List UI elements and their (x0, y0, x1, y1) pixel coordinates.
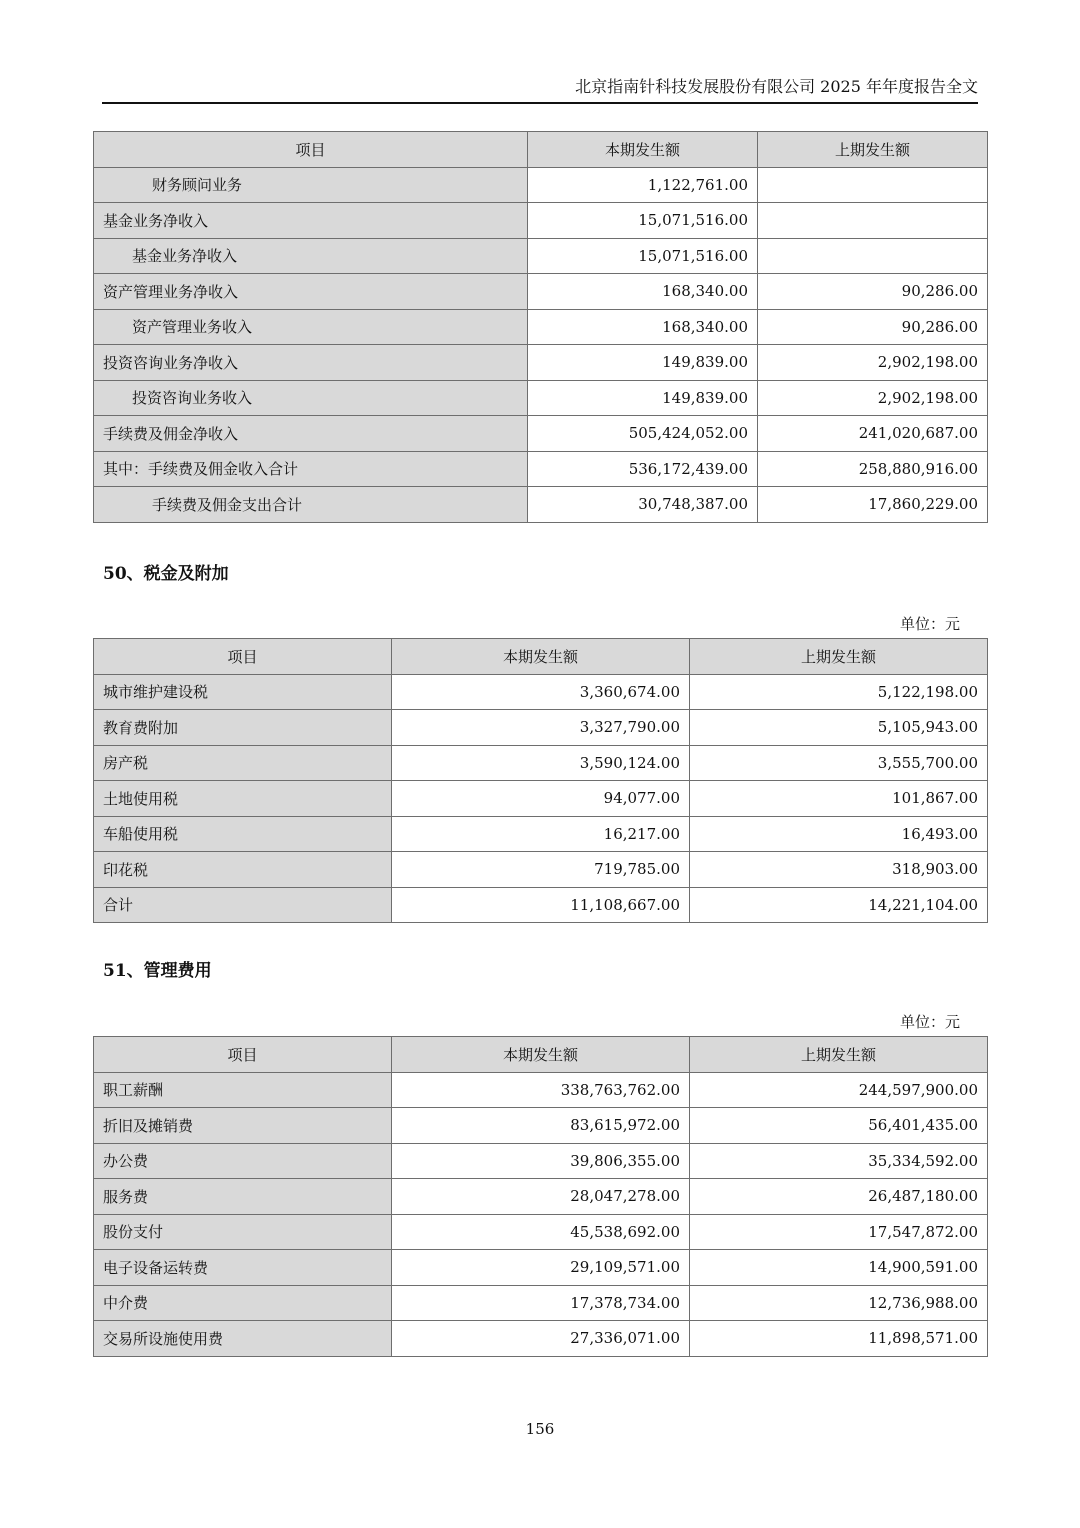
row-current: 149,839.00 (528, 345, 758, 381)
row-current: 1,122,761.00 (528, 167, 758, 203)
row-current: 39,806,355.00 (392, 1143, 690, 1179)
row-previous: 5,105,943.00 (690, 710, 988, 746)
row-current: 83,615,972.00 (392, 1108, 690, 1144)
table-row-total (94, 887, 988, 923)
row-previous: 90,286.00 (758, 309, 988, 345)
row-previous (758, 238, 988, 274)
row-item: 教育费附加 (94, 710, 392, 746)
table-row (94, 345, 988, 381)
column-header-current: 本期发生额 (392, 639, 690, 675)
table-row (94, 167, 988, 203)
row-previous: 17,860,229.00 (758, 487, 988, 523)
page-number: 156 (525, 1420, 555, 1438)
report-header-title: 北京指南针科技发展股份有限公司 2025 年年度报告全文 (575, 77, 978, 96)
row-item: 基金业务净收入 (94, 203, 528, 239)
table-row (94, 1285, 988, 1321)
row-previous: 2,902,198.00 (758, 380, 988, 416)
table-header-row (94, 1037, 988, 1073)
table-row (94, 1214, 988, 1250)
column-header-item: 项目 (94, 639, 392, 675)
row-previous: 14,900,591.00 (690, 1250, 988, 1286)
row-current: 3,590,124.00 (392, 745, 690, 781)
table-row (94, 1143, 988, 1179)
table-row (94, 203, 988, 239)
row-previous (758, 203, 988, 239)
table-row (94, 1108, 988, 1144)
admin-expenses-table (93, 1036, 988, 1357)
row-current: 94,077.00 (392, 781, 690, 817)
row-previous: 101,867.00 (690, 781, 988, 817)
row-previous (758, 167, 988, 203)
row-previous: 5,122,198.00 (690, 674, 988, 710)
column-header-previous: 上期发生额 (758, 132, 988, 168)
row-current: 29,109,571.00 (392, 1250, 690, 1286)
unit-label: 单位：元 (899, 1013, 960, 1031)
row-item: 土地使用税 (94, 781, 392, 817)
table-row (94, 451, 988, 487)
row-previous: 17,547,872.00 (690, 1214, 988, 1250)
row-previous: 2,902,198.00 (758, 345, 988, 381)
table-row (94, 710, 988, 746)
column-header-previous: 上期发生额 (690, 1037, 988, 1073)
row-current: 15,071,516.00 (528, 238, 758, 274)
row-current: 17,378,734.00 (392, 1285, 690, 1321)
section-title-admin-expenses: 51、管理费用 (103, 961, 212, 981)
table-row (94, 1072, 988, 1108)
row-previous: 35,334,592.00 (690, 1143, 988, 1179)
table-row (94, 309, 988, 345)
row-item: 折旧及摊销费 (94, 1108, 392, 1144)
row-previous: 90,286.00 (758, 274, 988, 310)
table-row (94, 674, 988, 710)
row-item: 服务费 (94, 1179, 392, 1215)
row-current: 3,327,790.00 (392, 710, 690, 746)
row-current: 11,108,667.00 (392, 887, 690, 923)
section-title-taxes: 50、税金及附加 (103, 564, 229, 584)
row-item: 办公费 (94, 1143, 392, 1179)
row-item: 中介费 (94, 1285, 392, 1321)
table-row (94, 1250, 988, 1286)
row-current: 505,424,052.00 (528, 416, 758, 452)
table-row (94, 274, 988, 310)
row-item: 电子设备运转费 (94, 1250, 392, 1286)
taxes-surcharges-table (93, 638, 988, 923)
row-item: 合计 (94, 887, 392, 923)
table-row (94, 852, 988, 888)
column-header-current: 本期发生额 (392, 1037, 690, 1073)
table-header-row (94, 639, 988, 675)
row-item: 职工薪酬 (94, 1072, 392, 1108)
column-header-current: 本期发生额 (528, 132, 758, 168)
row-previous: 244,597,900.00 (690, 1072, 988, 1108)
row-item: 资产管理业务收入 (94, 309, 528, 345)
row-item: 城市维护建设税 (94, 674, 392, 710)
row-current: 27,336,071.00 (392, 1321, 690, 1357)
row-current: 30,748,387.00 (528, 487, 758, 523)
row-item: 手续费及佣金净收入 (94, 416, 528, 452)
table-row (94, 781, 988, 817)
table-row (94, 416, 988, 452)
table-row (94, 816, 988, 852)
table-row (94, 1321, 988, 1357)
row-item: 手续费及佣金支出合计 (94, 487, 528, 523)
row-previous: 11,898,571.00 (690, 1321, 988, 1357)
column-header-previous: 上期发生额 (690, 639, 988, 675)
row-item: 基金业务净收入 (94, 238, 528, 274)
row-item: 交易所设施使用费 (94, 1321, 392, 1357)
row-item: 资产管理业务净收入 (94, 274, 528, 310)
row-previous: 16,493.00 (690, 816, 988, 852)
row-item: 股份支付 (94, 1214, 392, 1250)
row-item: 财务顾问业务 (94, 167, 528, 203)
row-previous: 12,736,988.00 (690, 1285, 988, 1321)
row-current: 168,340.00 (528, 309, 758, 345)
row-previous: 56,401,435.00 (690, 1108, 988, 1144)
table-row (94, 1179, 988, 1215)
row-current: 338,763,762.00 (392, 1072, 690, 1108)
row-current: 3,360,674.00 (392, 674, 690, 710)
column-header-item: 项目 (94, 132, 528, 168)
row-previous: 241,020,687.00 (758, 416, 988, 452)
row-previous: 14,221,104.00 (690, 887, 988, 923)
row-previous: 3,555,700.00 (690, 745, 988, 781)
row-previous: 26,487,180.00 (690, 1179, 988, 1215)
row-item: 其中：手续费及佣金收入合计 (94, 451, 528, 487)
table-row (94, 745, 988, 781)
column-header-item: 项目 (94, 1037, 392, 1073)
row-previous: 258,880,916.00 (758, 451, 988, 487)
row-previous: 318,903.00 (690, 852, 988, 888)
row-item: 投资咨询业务收入 (94, 380, 528, 416)
row-current: 536,172,439.00 (528, 451, 758, 487)
header-divider (102, 102, 978, 104)
row-current: 45,538,692.00 (392, 1214, 690, 1250)
table-row (94, 487, 988, 523)
row-current: 16,217.00 (392, 816, 690, 852)
row-item: 房产税 (94, 745, 392, 781)
row-item: 投资咨询业务净收入 (94, 345, 528, 381)
table-header-row (94, 132, 988, 168)
unit-label: 单位：元 (899, 615, 960, 633)
table-row (94, 238, 988, 274)
row-item: 车船使用税 (94, 816, 392, 852)
row-current: 719,785.00 (392, 852, 690, 888)
table-row (94, 380, 988, 416)
row-current: 28,047,278.00 (392, 1179, 690, 1215)
fee-commission-table (93, 131, 988, 523)
row-item: 印花税 (94, 852, 392, 888)
row-current: 168,340.00 (528, 274, 758, 310)
row-current: 15,071,516.00 (528, 203, 758, 239)
row-current: 149,839.00 (528, 380, 758, 416)
